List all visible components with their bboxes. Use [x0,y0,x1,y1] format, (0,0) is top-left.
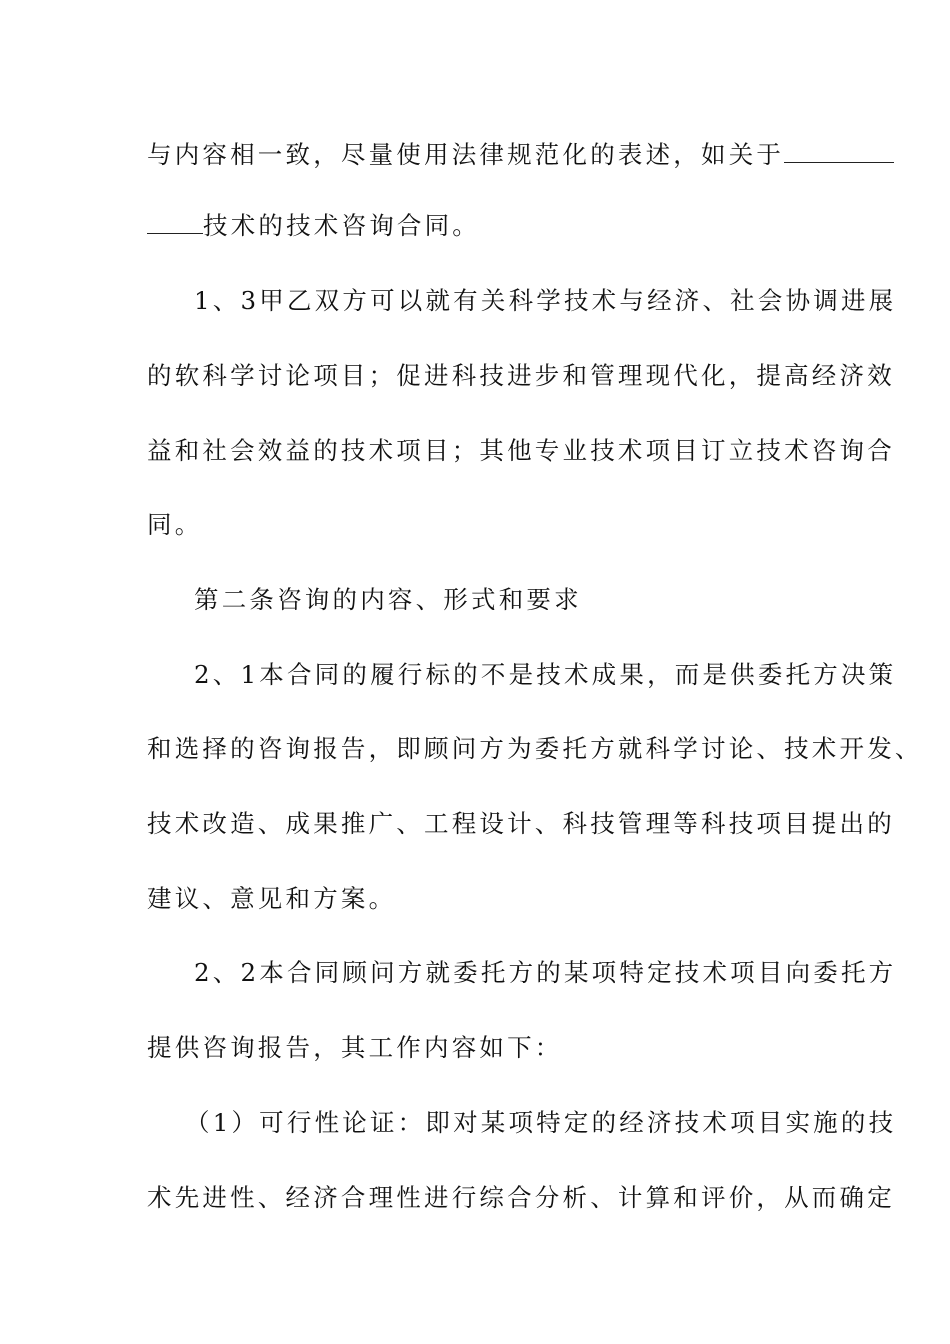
paragraph-line: 建议、意见和方案。 [147,884,397,913]
paragraph-line: 同。 [147,510,203,539]
paragraph-line: （1）可行性论证：即对某项特定的经济技术项目实施的技 [185,1108,897,1137]
paragraph-line [147,140,894,170]
paragraph-line [147,211,480,241]
paragraph-line: 提供咨询报告，其工作内容如下： [147,1033,563,1062]
paragraph-line: 的软科学讨论项目；促进科技进步和管理现代化，提高经济效 [147,361,895,390]
line-text: 技术的技术咨询合同。 [203,211,480,240]
paragraph-line: 2、2本合同顾问方就委托方的某项特定技术项目向委托方 [194,958,897,987]
paragraph-line: 和选择的咨询报告，即顾问方为委托方就科学讨论、技术开发、 [147,734,923,763]
fill-in-blank [147,211,203,234]
paragraph-line: 2、1本合同的履行标的不是技术成果，而是供委托方决策 [194,660,897,689]
paragraph-line: 1、3甲乙双方可以就有关科学技术与经济、社会协调进展 [194,286,897,315]
paragraph-line: 益和社会效益的技术项目；其他专业技术项目订立技术咨询合 [147,436,895,465]
paragraph-line: 技术改造、成果推广、工程设计、科技管理等科技项目提出的 [147,809,895,838]
paragraph-line: 术先进性、经济合理性进行综合分析、计算和评价，从而确定 [147,1183,895,1212]
section-heading: 第二条咨询的内容、形式和要求 [194,585,582,614]
fill-in-blank [784,140,894,163]
line-text: 与内容相一致，尽量使用法律规范化的表述，如关于 [147,140,785,169]
